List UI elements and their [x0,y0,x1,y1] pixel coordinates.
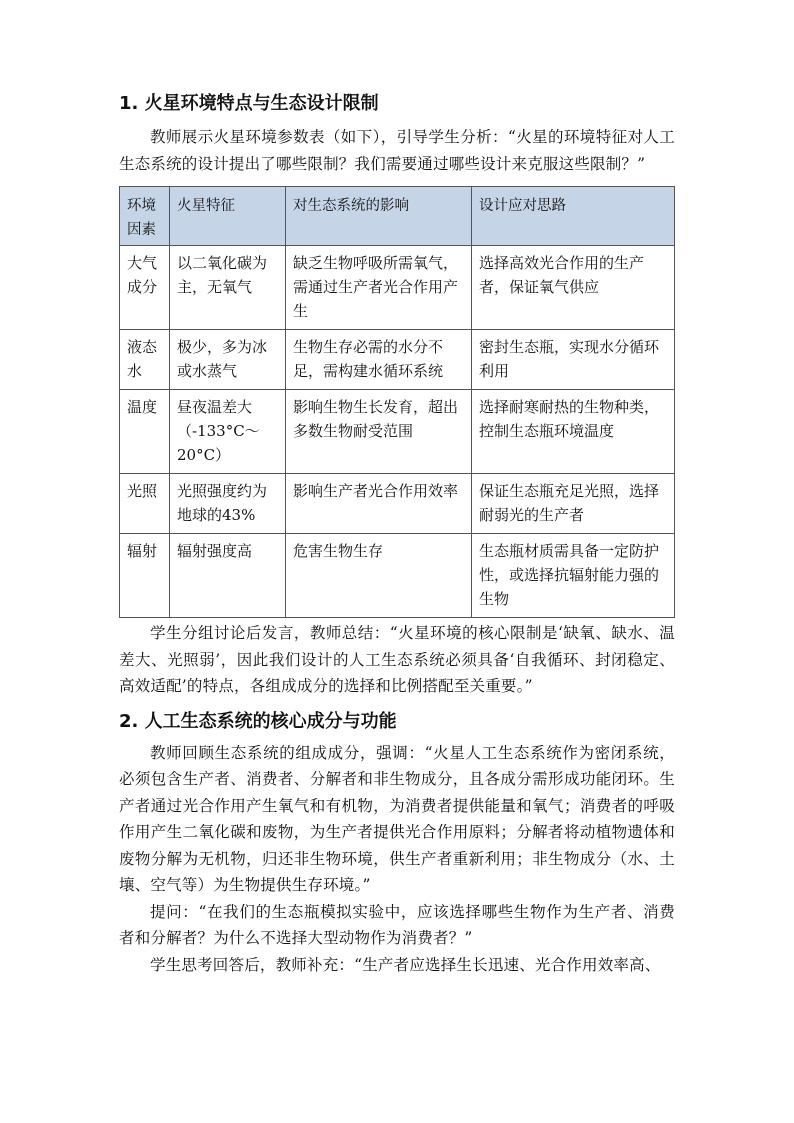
table-cell: 辐射强度高 [170,534,286,618]
table-cell: 保证生态瓶充足光照，选择耐弱光的生产者 [472,474,675,534]
table-row [120,330,675,390]
table-cell: 极少，多为冰或水蒸气 [170,330,286,390]
table-row [120,474,675,534]
table-cell: 光照 [120,474,170,534]
table-cell: 密封生态瓶，实现水分循环利用 [472,330,675,390]
section-2-paragraph: 教师回顾生态系统的组成成分，强调：“火星人工生态系统作为密闭系统，必须包含生产者、消费者、分解者和非生物成分，且各成分需形成功能闭环。生产者通过光合作用产生氧气和有机物，为消费者提供能量和氧气；消费者的呼吸作用产生二氧化碳和废物，为生产者提供光合作用原料；分解者将动植物遗体和废物分解为无机物，归还非生物环境，供生产者重新利用；非生物成分（水、土壤、空气等）为生物提供生存环境。” [119,743,675,894]
table-cell: 光照强度约为地球的43% [170,474,286,534]
table-cell: 液态水 [120,330,170,390]
table-row [120,390,675,474]
table-header-cell: 设计应对思路 [472,187,675,246]
table-cell: 影响生物生长发育，超出多数生物耐受范围 [286,390,472,474]
table-header-cell: 环境因素 [120,187,170,246]
table-row [120,534,675,618]
table-header-cell: 对生态系统的影响 [286,187,472,246]
section-2-paragraph: 学生思考回答后，教师补充：“生产者应选择生长迅速、光合作用效率高、 [150,955,661,974]
table-cell: 昼夜温差大（-133°C～20°C） [170,390,286,474]
section-2-question: 提问：“在我们的生态瓶模拟实验中，应该选择哪些生物作为生产者、消费者和分解者？为什么不选择大型动物作为消费者？” [119,902,675,947]
mars-environment-table [119,186,675,618]
table-cell: 选择高效光合作用的生产者，保证氧气供应 [472,246,675,330]
table-cell: 选择耐寒耐热的生物种类，控制生态瓶环境温度 [472,390,675,474]
section-1-heading: 1. 火星环境特点与生态设计限制 [119,93,379,114]
table-header-cell: 火星特征 [170,187,286,246]
document-page [119,92,675,978]
table-cell: 以二氧化碳为主，无氧气 [170,246,286,330]
section-1-intro: 教师展示火星环境参数表（如下），引导学生分析：“火星的环境特征对人工生态系统的设计提出了哪些限制？我们需要通过哪些设计来克服这些限制？” [119,128,675,173]
table-cell: 危害生物生存 [286,534,472,618]
table-row [120,246,675,330]
table-cell: 温度 [120,390,170,474]
table-header-row [120,187,675,246]
section-2-heading: 2. 人工生态系统的核心成分与功能 [119,710,397,732]
table-cell: 缺乏生物呼吸所需氧气，需通过生产者光合作用产生 [286,246,472,330]
table-cell: 影响生产者光合作用效率 [286,474,472,534]
table-cell: 生态瓶材质需具备一定防护性，或选择抗辐射能力强的生物 [472,534,675,618]
section-1-summary: 学生分组讨论后发言，教师总结：“火星环境的核心限制是‘缺氧、缺水、温差大、光照弱’，因此我们设计的人工生态系统必须具备‘自我循环、封闭稳定、高效适配’的特点，各组成成分的选择和比例搭配至关重要。” [119,624,675,695]
table-cell: 生物生存必需的水分不足，需构建水循环系统 [286,330,472,390]
table-cell: 大气成分 [120,246,170,330]
table-cell: 辐射 [120,534,170,618]
